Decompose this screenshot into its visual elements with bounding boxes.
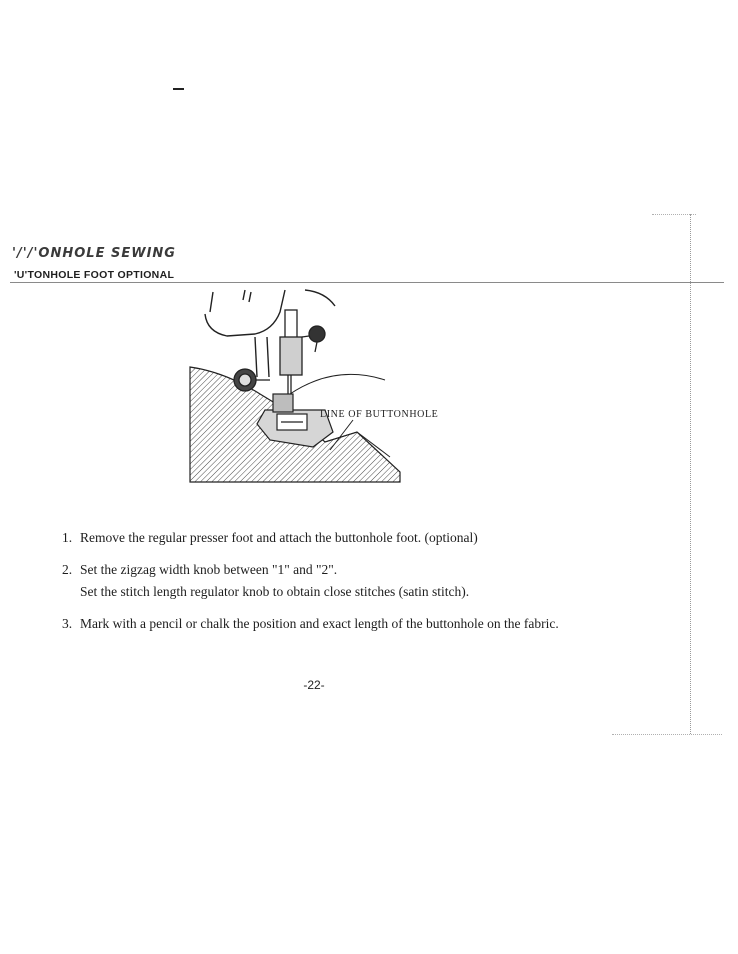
step-number: 2. <box>62 562 73 577</box>
frame-line-right <box>690 214 691 734</box>
step-1 <box>62 527 662 549</box>
step-text: Mark with a pencil or chalk the position and exact length of the buttonhole on the fabric. <box>80 616 559 631</box>
scan-mark <box>173 88 184 90</box>
buttonhole-illustration <box>185 282 460 492</box>
section-title: '/'/'ONHOLE SEWING <box>12 246 176 261</box>
step-text: Remove the regular presser foot and attach the buttonhole foot. (optional) <box>80 530 478 545</box>
step-3 <box>62 613 662 635</box>
step-text: Set the zigzag width knob between "1" and "2". <box>80 562 338 577</box>
callout-label: LINE OF BUTTONHOLE <box>320 409 439 420</box>
step-text: Set the stitch length regulator knob to obtain close stitches (satin stitch). <box>80 584 470 599</box>
section-subtitle: 'U'TONHOLE FOOT OPTIONAL <box>14 269 175 281</box>
step-2 <box>62 559 662 603</box>
step-number: 3. <box>62 616 73 631</box>
instruction-steps <box>62 527 662 645</box>
page-number: -22- <box>303 678 325 692</box>
frame-line-bottom <box>612 734 722 735</box>
step-number: 1. <box>62 530 73 545</box>
thread-line <box>290 374 385 394</box>
thread-knob <box>234 369 270 391</box>
